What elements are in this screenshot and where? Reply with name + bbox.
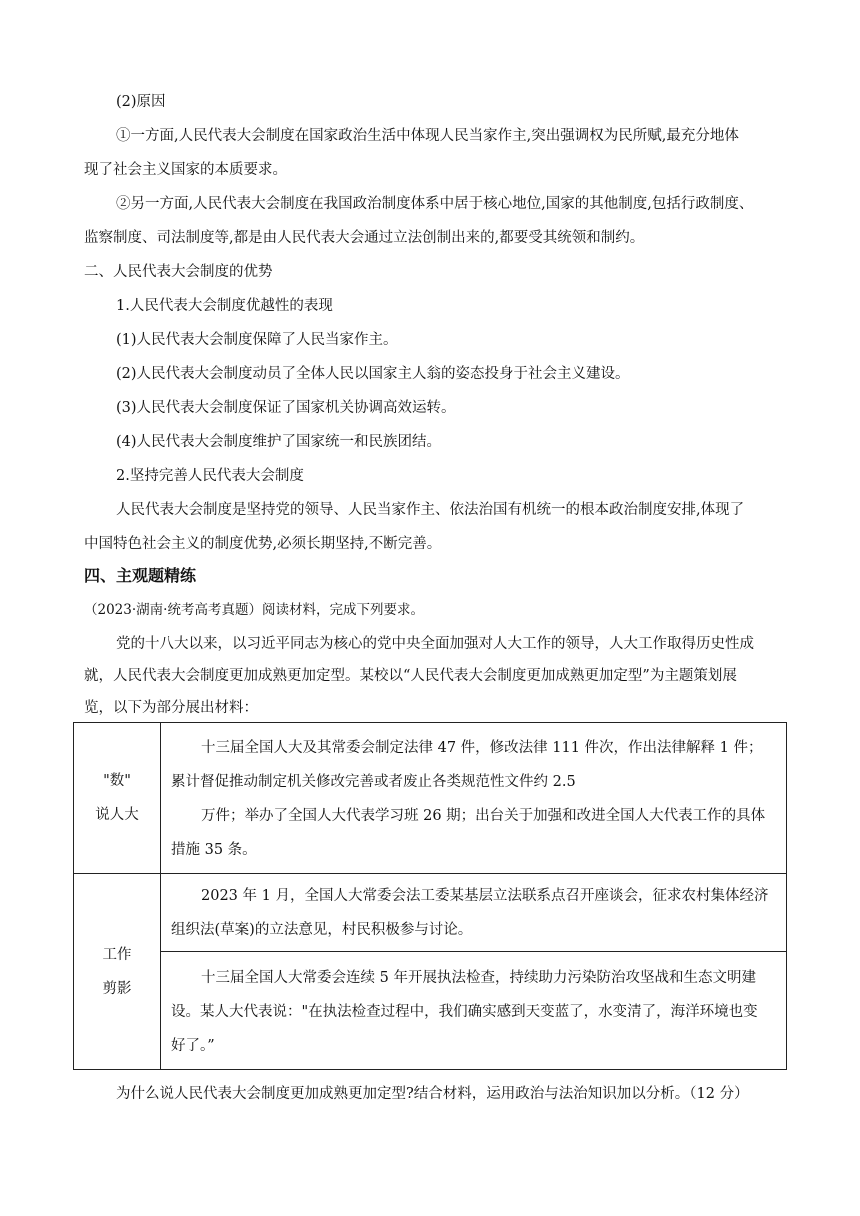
- question-text: 为什么说人民代表大会制度更加成熟更加定型?结合材料，运用政治与法治知识加以分析。（12 分）: [116, 1086, 749, 1102]
- row1-line4: 措施 35 条。: [171, 842, 257, 858]
- row1-label-line2: 说人大: [95, 807, 139, 823]
- reason-p2-line1: ②另一方面,人民代表大会制度在我国政治制度体系中居于核心地位,国家的其他制度,包括行政制度、: [116, 196, 754, 212]
- row2b-content: [161, 952, 787, 1070]
- row2b-line2: 设。某人大代表说："在执法检查过程中，我们确实感到天变蓝了，水变清了，海洋环境也变: [171, 1003, 758, 1020]
- material-line1: 党的十八大以来，以习近平同志为核心的党中央全面加强对人大工作的领导，人大工作取得历史性成: [116, 636, 754, 652]
- list-item: (2)人民代表大会制度动员了全体人民以国家主人翁的姿态投身于社会主义建设。: [116, 366, 630, 382]
- row1-label: [74, 723, 161, 874]
- row2a-line2: 组织法(草案)的立法意见，村民积极参与讨论。: [171, 921, 473, 938]
- row2a-line1: 2023 年 1 月，全国人大常委会法工委某基层立法联系点召开座谈会，征求农村集体经济: [201, 887, 769, 904]
- table-row: [74, 874, 787, 952]
- list-item: (3)人民代表大会制度保证了国家机关协调高效运转。: [116, 400, 456, 416]
- section-four-title: 四、主观题精练: [84, 566, 197, 585]
- row1-label-line1: "数": [103, 773, 131, 789]
- row2-label-line2: 剪影: [102, 980, 132, 997]
- row2b-line1: 十三届全国人大常委会连续 5 年开展执法检查，持续助力污染防治攻坚战和生态文明建: [201, 969, 756, 986]
- row1-line2: 累计督促推动制定机关修改完善或者废止各类规范性文件约 2.5: [171, 774, 576, 790]
- row2a-content: [161, 874, 787, 952]
- row2-label: [74, 874, 161, 1070]
- table-row: [74, 723, 787, 874]
- question-source: （2023·湖南·统考高考真题）阅读材料，完成下列要求。: [84, 602, 424, 618]
- row1-line1: 十三届全国人大及其常委会制定法律 47 件，修改法律 111 件次，作出法律解释 1 件；: [201, 740, 763, 756]
- material-table: [73, 722, 787, 1070]
- section-two-para-line1: 人民代表大会制度是坚持党的领导、人民当家作主、依法治国有机统一的根本政治制度安排,体现了: [116, 502, 745, 518]
- section-two-sub2: 2.坚持完善人民代表大会制度: [116, 468, 304, 484]
- row2-label-line1: 工作: [102, 946, 132, 963]
- reason-p1-line1: ①一方面,人民代表大会制度在国家政治生活中体现人民当家作主,突出强调权为民所赋,最充分地体: [116, 128, 739, 144]
- table-row: [74, 952, 787, 1070]
- reason-p2-line2: 监察制度、司法制度等,都是由人民代表大会通过立法创制出来的,都要受其统领和制约。: [84, 230, 645, 246]
- list-item: (1)人民代表大会制度保障了人民当家作主。: [116, 332, 398, 348]
- section-two-para-line2: 中国特色社会主义的制度优势,必须长期坚持,不断完善。: [84, 536, 442, 552]
- material-line2: 就，人民代表大会制度更加成熟更加定型。某校以“人民代表大会制度更加成熟更加定型”为主题策划展: [84, 668, 737, 684]
- material-line3: 览，以下为部分展出材料：: [84, 700, 258, 716]
- section-two-sub1: 1.人民代表大会制度优越性的表现: [116, 298, 333, 314]
- list-item: (4)人民代表大会制度维护了国家统一和民族团结。: [116, 434, 442, 450]
- reason-p1-line2: 现了社会主义国家的本质要求。: [84, 162, 287, 178]
- reason-title: (2)原因: [116, 94, 166, 110]
- row1-content: [161, 723, 787, 874]
- section-two-title: 二、人民代表大会制度的优势: [84, 264, 273, 280]
- row1-line3: 万件；举办了全国人大代表学习班 26 期；出台关于加强和改进全国人大代表工作的具体: [201, 808, 766, 824]
- row2b-line3: 好了。”: [171, 1037, 215, 1054]
